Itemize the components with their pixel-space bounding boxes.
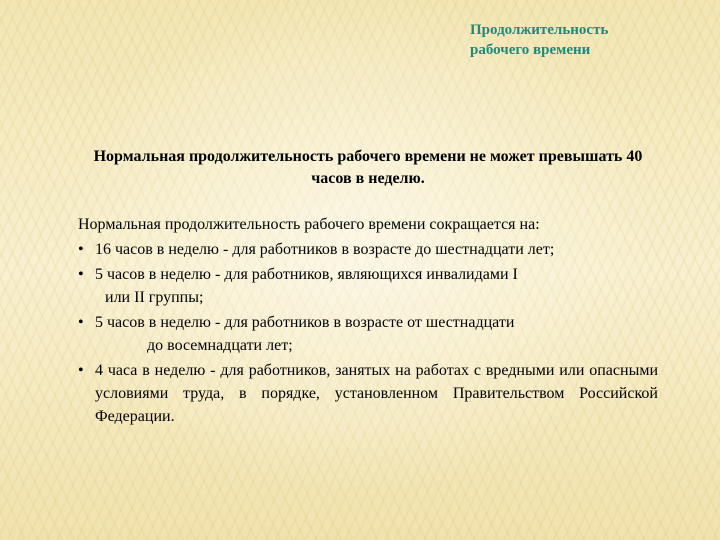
list-item: [78, 263, 658, 309]
slide-title: [470, 20, 700, 60]
list-item-text-line-2: или II группы;: [105, 289, 204, 306]
bullet-icon: •: [78, 241, 84, 258]
slide-title-line-2: рабочего времени: [470, 42, 591, 58]
list-item: [78, 311, 658, 357]
list-item-text: 4 часа в неделю - для работников, занятых на работах с вредными или опасными условиями труда, в порядке, установленном Правительством Российской Федерации.: [95, 362, 658, 425]
slide-title-line-1: Продолжительность: [470, 22, 609, 38]
list-item-text: 16 часов в неделю - для работников в возрасте до шестнадцати лет;: [95, 241, 555, 258]
bullet-icon: •: [78, 314, 84, 331]
list-item-text-line-1: 5 часов в неделю - для работников, являющихся инвалидами I: [95, 266, 518, 283]
slide-body: [78, 146, 658, 430]
intro-text: Нормальная продолжительность рабочего времени сокращается на:: [78, 216, 540, 233]
list-item-text-line-1: 5 часов в неделю - для работников в возрасте от шестнадцати: [95, 314, 515, 331]
bullet-icon: •: [78, 266, 84, 283]
main-statement: Нормальная продолжительность рабочего времени не может превышать 40 часов в неделю.: [93, 148, 643, 187]
list-item-text-line-2: до восемнадцати лет;: [147, 337, 293, 354]
list-item: [78, 238, 658, 261]
bullet-icon: •: [78, 362, 84, 379]
list-item: [78, 359, 658, 428]
reduction-list: [78, 238, 658, 428]
